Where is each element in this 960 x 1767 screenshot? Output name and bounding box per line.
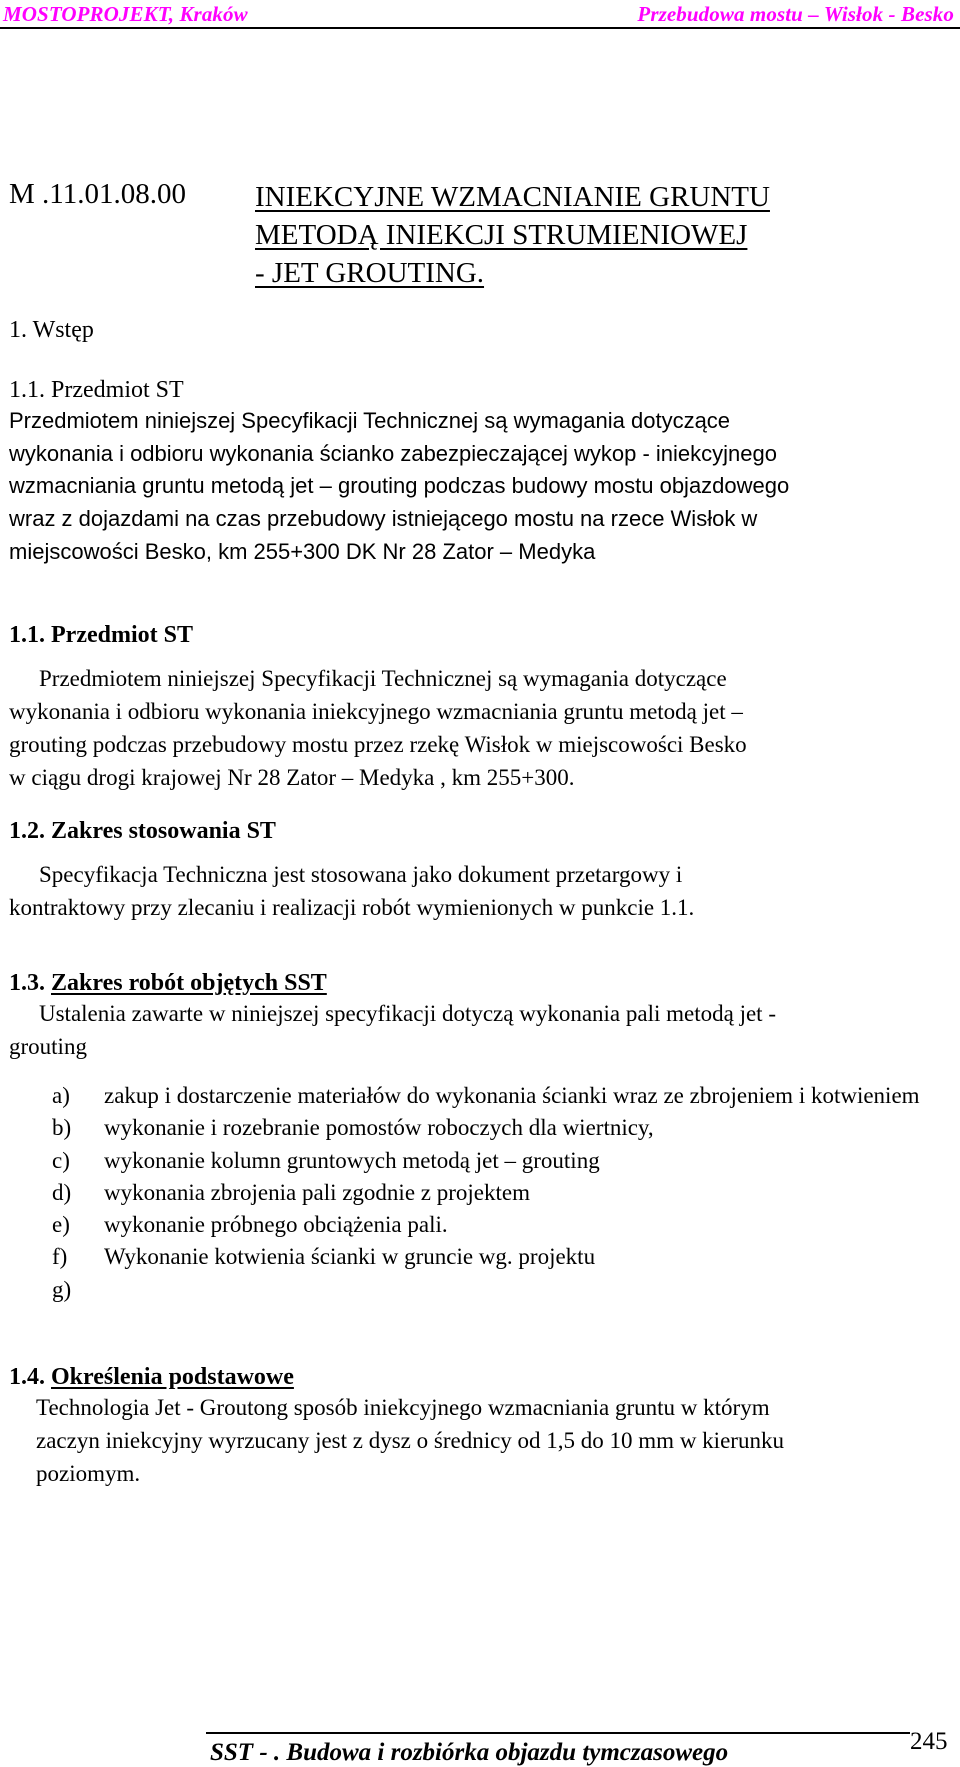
title-line-3: - JET GROUTING. <box>255 257 485 289</box>
list-text: wykonanie próbnego obciążenia pali. <box>104 1212 448 1238</box>
subsection-1-1b-text <box>9 662 954 794</box>
list-item <box>52 1112 952 1144</box>
footer-title: SST - . Budowa i rozbiórka objazdu tymczasowego <box>210 1739 729 1766</box>
text-line: miejscowości Besko, km 255+300 DK Nr 28 Zator – Medyka <box>9 538 596 564</box>
text-line: kontraktowy przy zlecaniu i realizacji robót wymienionych w punkcie 1.1. <box>9 895 695 920</box>
subsection-number: 1.3. <box>9 970 45 996</box>
header-rule <box>0 27 960 29</box>
scope-list <box>52 1080 952 1306</box>
header-company: MOSTOPROJEKT, Kraków <box>3 2 248 26</box>
text-line: grouting podczas przebudowy mostu przez rzekę Wisłok w miejscowości Besko <box>9 732 747 757</box>
list-item <box>52 1209 952 1241</box>
subsection-1-4-text <box>36 1391 954 1490</box>
list-marker: e) <box>52 1212 70 1238</box>
text-line: w ciągu drogi krajowej Nr 28 Zator – Medyka , km 255+300. <box>9 765 575 790</box>
subsection-heading-1-1: 1.1. Przedmiot ST <box>9 377 184 403</box>
spec-code: M .11.01.08.00 <box>9 178 186 210</box>
text-line: wraz z dojazdami na czas przebudowy istniejącego mostu na rzece Wisłok w <box>9 506 758 532</box>
subsection-heading-1-1b: 1.1. Przedmiot ST <box>9 622 193 648</box>
text-line: zaczyn iniekcyjny wyrzucany jest z dysz o średnicy od 1,5 do 10 mm w kierunku <box>36 1428 784 1453</box>
page-header <box>0 0 960 26</box>
title-line-1: INIEKCYJNE WZMACNIANIE GRUNTU <box>255 181 770 213</box>
text-line: Technologia Jet - Groutong sposób iniekcyjnego wzmacniania gruntu w którym <box>36 1395 770 1420</box>
text-line: grouting <box>9 1034 87 1059</box>
text-line: Ustalenia zawarte w niniejszej specyfikacji dotyczą wykonania pali metodą jet - <box>39 1001 776 1026</box>
list-text: wykonanie kolumn gruntowych metodą jet – grouting <box>104 1147 600 1173</box>
text-line: Przedmiotem niniejszej Specyfikacji Technicznej są wymagania dotyczące <box>9 408 731 433</box>
subsection-1-2-text <box>9 858 954 924</box>
subsection-title: Określenia podstawowe <box>51 1364 294 1390</box>
subsection-heading-1-3 <box>9 970 327 997</box>
list-text: wykonania zbrojenia pali zgodnie z projektem <box>104 1179 530 1205</box>
document-title <box>255 178 770 292</box>
footer-rule <box>206 1732 910 1734</box>
text-line: poziomym. <box>36 1461 141 1486</box>
list-marker: a) <box>52 1083 70 1108</box>
subsection-heading-1-4 <box>9 1364 294 1391</box>
list-item <box>52 1080 952 1112</box>
list-item <box>52 1145 952 1177</box>
list-item <box>52 1177 952 1209</box>
text-line: wykonania i odbioru wykonania ścianko zabezpieczającej wykop - iniekcyjnego <box>9 440 777 466</box>
text-line: wykonania i odbioru wykonania iniekcyjnego wzmacniania gruntu metodą jet – <box>9 699 743 724</box>
text-line: wzmacniania gruntu metodą jet – grouting podczas budowy mostu objazdowego <box>9 473 790 499</box>
subsection-1-1-text <box>9 405 954 569</box>
list-marker: f) <box>52 1244 68 1270</box>
subsection-1-3-text <box>9 997 954 1063</box>
list-item <box>52 1274 952 1306</box>
list-text: wykonanie i rozebranie pomostów roboczych dla wiertnicy, <box>104 1115 654 1141</box>
subsection-title: Zakres robót objętych SST <box>51 970 327 996</box>
list-item <box>52 1241 952 1273</box>
header-project: Przebudowa mostu – Wisłok - Besko <box>637 2 954 26</box>
list-text: Wykonanie kotwienia ścianki w gruncie wg. projektu <box>104 1244 596 1270</box>
list-text: zakup i dostarczenie materiałów do wykonania ścianki wraz ze zbrojeniem i kotwieniem <box>104 1083 920 1108</box>
subsection-number: 1.4. <box>9 1364 45 1390</box>
subsection-title: Zakres stosowania ST <box>51 818 276 844</box>
text-line: Przedmiotem niniejszej Specyfikacji Technicznej są wymagania dotyczące <box>39 666 727 691</box>
list-marker: b) <box>52 1115 72 1141</box>
page-number: 245 <box>910 1728 948 1755</box>
list-marker: c) <box>52 1147 70 1173</box>
section-heading-intro: 1. Wstęp <box>9 317 94 343</box>
list-text <box>104 1274 952 1306</box>
subsection-heading-1-2 <box>9 818 276 845</box>
list-marker: d) <box>52 1179 72 1205</box>
text-line: Specyfikacja Techniczna jest stosowana jako dokument przetargowy i <box>39 862 683 887</box>
subsection-number: 1.2. <box>9 818 45 844</box>
list-marker: g) <box>52 1276 72 1302</box>
title-line-2: METODĄ INIEKCJI STRUMIENIOWEJ <box>255 219 748 251</box>
